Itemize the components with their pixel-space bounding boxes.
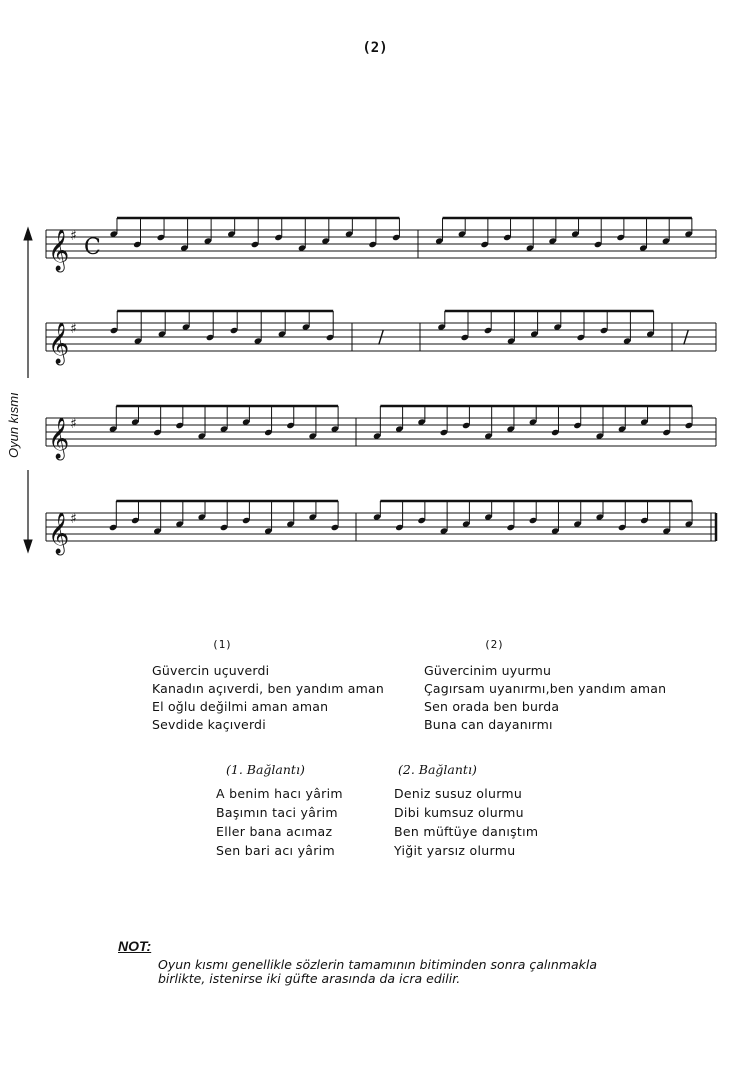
treble-clef-icon: 𝄞 — [48, 323, 70, 364]
repeat-measure-icon: ∕ — [683, 327, 690, 348]
staff — [46, 501, 716, 555]
treble-clef-icon: 𝄞 — [48, 513, 70, 554]
verse-2-line: Güvercinim uyurmu — [424, 663, 552, 678]
arrow-up-icon — [24, 228, 32, 240]
verse-2-line: Çagırsam uyanırmı,ben yandım aman — [424, 681, 667, 696]
sharp-icon: ♯ — [70, 321, 77, 337]
baglanti-2-line: Ben müftüye danıştım — [394, 824, 539, 839]
note-text — [158, 958, 698, 986]
note-line: Oyun kısmı genellikle sözlerin tamamının bitiminden sonra çalınmakla — [158, 957, 598, 972]
sharp-icon: ♯ — [70, 416, 77, 432]
verse-1-line: El oğlu değilmi aman aman — [152, 699, 329, 714]
baglanti-2-line: Dibi kumsuz olurmu — [394, 805, 524, 820]
note-title: NOT: — [118, 938, 152, 954]
note-line: birlikte, istenirse iki güfte arasında da icra edilir. — [158, 971, 461, 986]
common-time-icon: C — [84, 235, 101, 260]
baglanti-1-line: Eller bana acımaz — [216, 824, 333, 839]
staff — [46, 311, 716, 365]
baglanti-2 — [394, 784, 538, 860]
treble-clef-icon: 𝄞 — [48, 230, 70, 271]
baglanti-1-line: Başımın taci yârim — [216, 805, 338, 820]
baglanti-1-title: (1. Bağlantı) — [226, 762, 305, 777]
baglanti-2-line: Deniz susuz olurmu — [394, 786, 523, 801]
sharp-icon: ♯ — [70, 511, 77, 527]
baglanti-1-line: A benim hacı yârim — [216, 786, 343, 801]
baglanti-1 — [216, 784, 343, 860]
baglanti-2-line: Yiğit yarsız olurmu — [394, 843, 516, 858]
verse-1-line: Sevdide kaçıverdi — [152, 717, 266, 732]
baglanti-1-line: Sen bari acı yârim — [216, 843, 335, 858]
repeat-measure-icon: ∕ — [378, 327, 385, 348]
section-bracket — [24, 228, 32, 552]
staff — [46, 406, 716, 460]
verse-1-line: Kanadın açıverdi, ben yandım aman — [152, 681, 384, 696]
staff — [46, 218, 716, 272]
verse-1-number: (1) — [212, 638, 232, 651]
sharp-icon: ♯ — [70, 228, 77, 244]
verse-2-line: Sen orada ben burda — [424, 699, 560, 714]
verse-2 — [424, 662, 666, 734]
verse-2-number: (2) — [484, 638, 504, 651]
verse-1 — [152, 662, 384, 734]
verse-1-line: Güvercin uçuverdi — [152, 663, 270, 678]
baglanti-2-title: (2. Bağlantı) — [398, 762, 477, 777]
oyun-kismi-label: Oyun kısmı — [6, 392, 21, 458]
treble-clef-icon: 𝄞 — [48, 418, 70, 459]
page-number: (2) — [362, 40, 388, 56]
verse-2-line: Buna can dayanırmı — [424, 717, 553, 732]
arrow-down-icon — [24, 540, 32, 552]
